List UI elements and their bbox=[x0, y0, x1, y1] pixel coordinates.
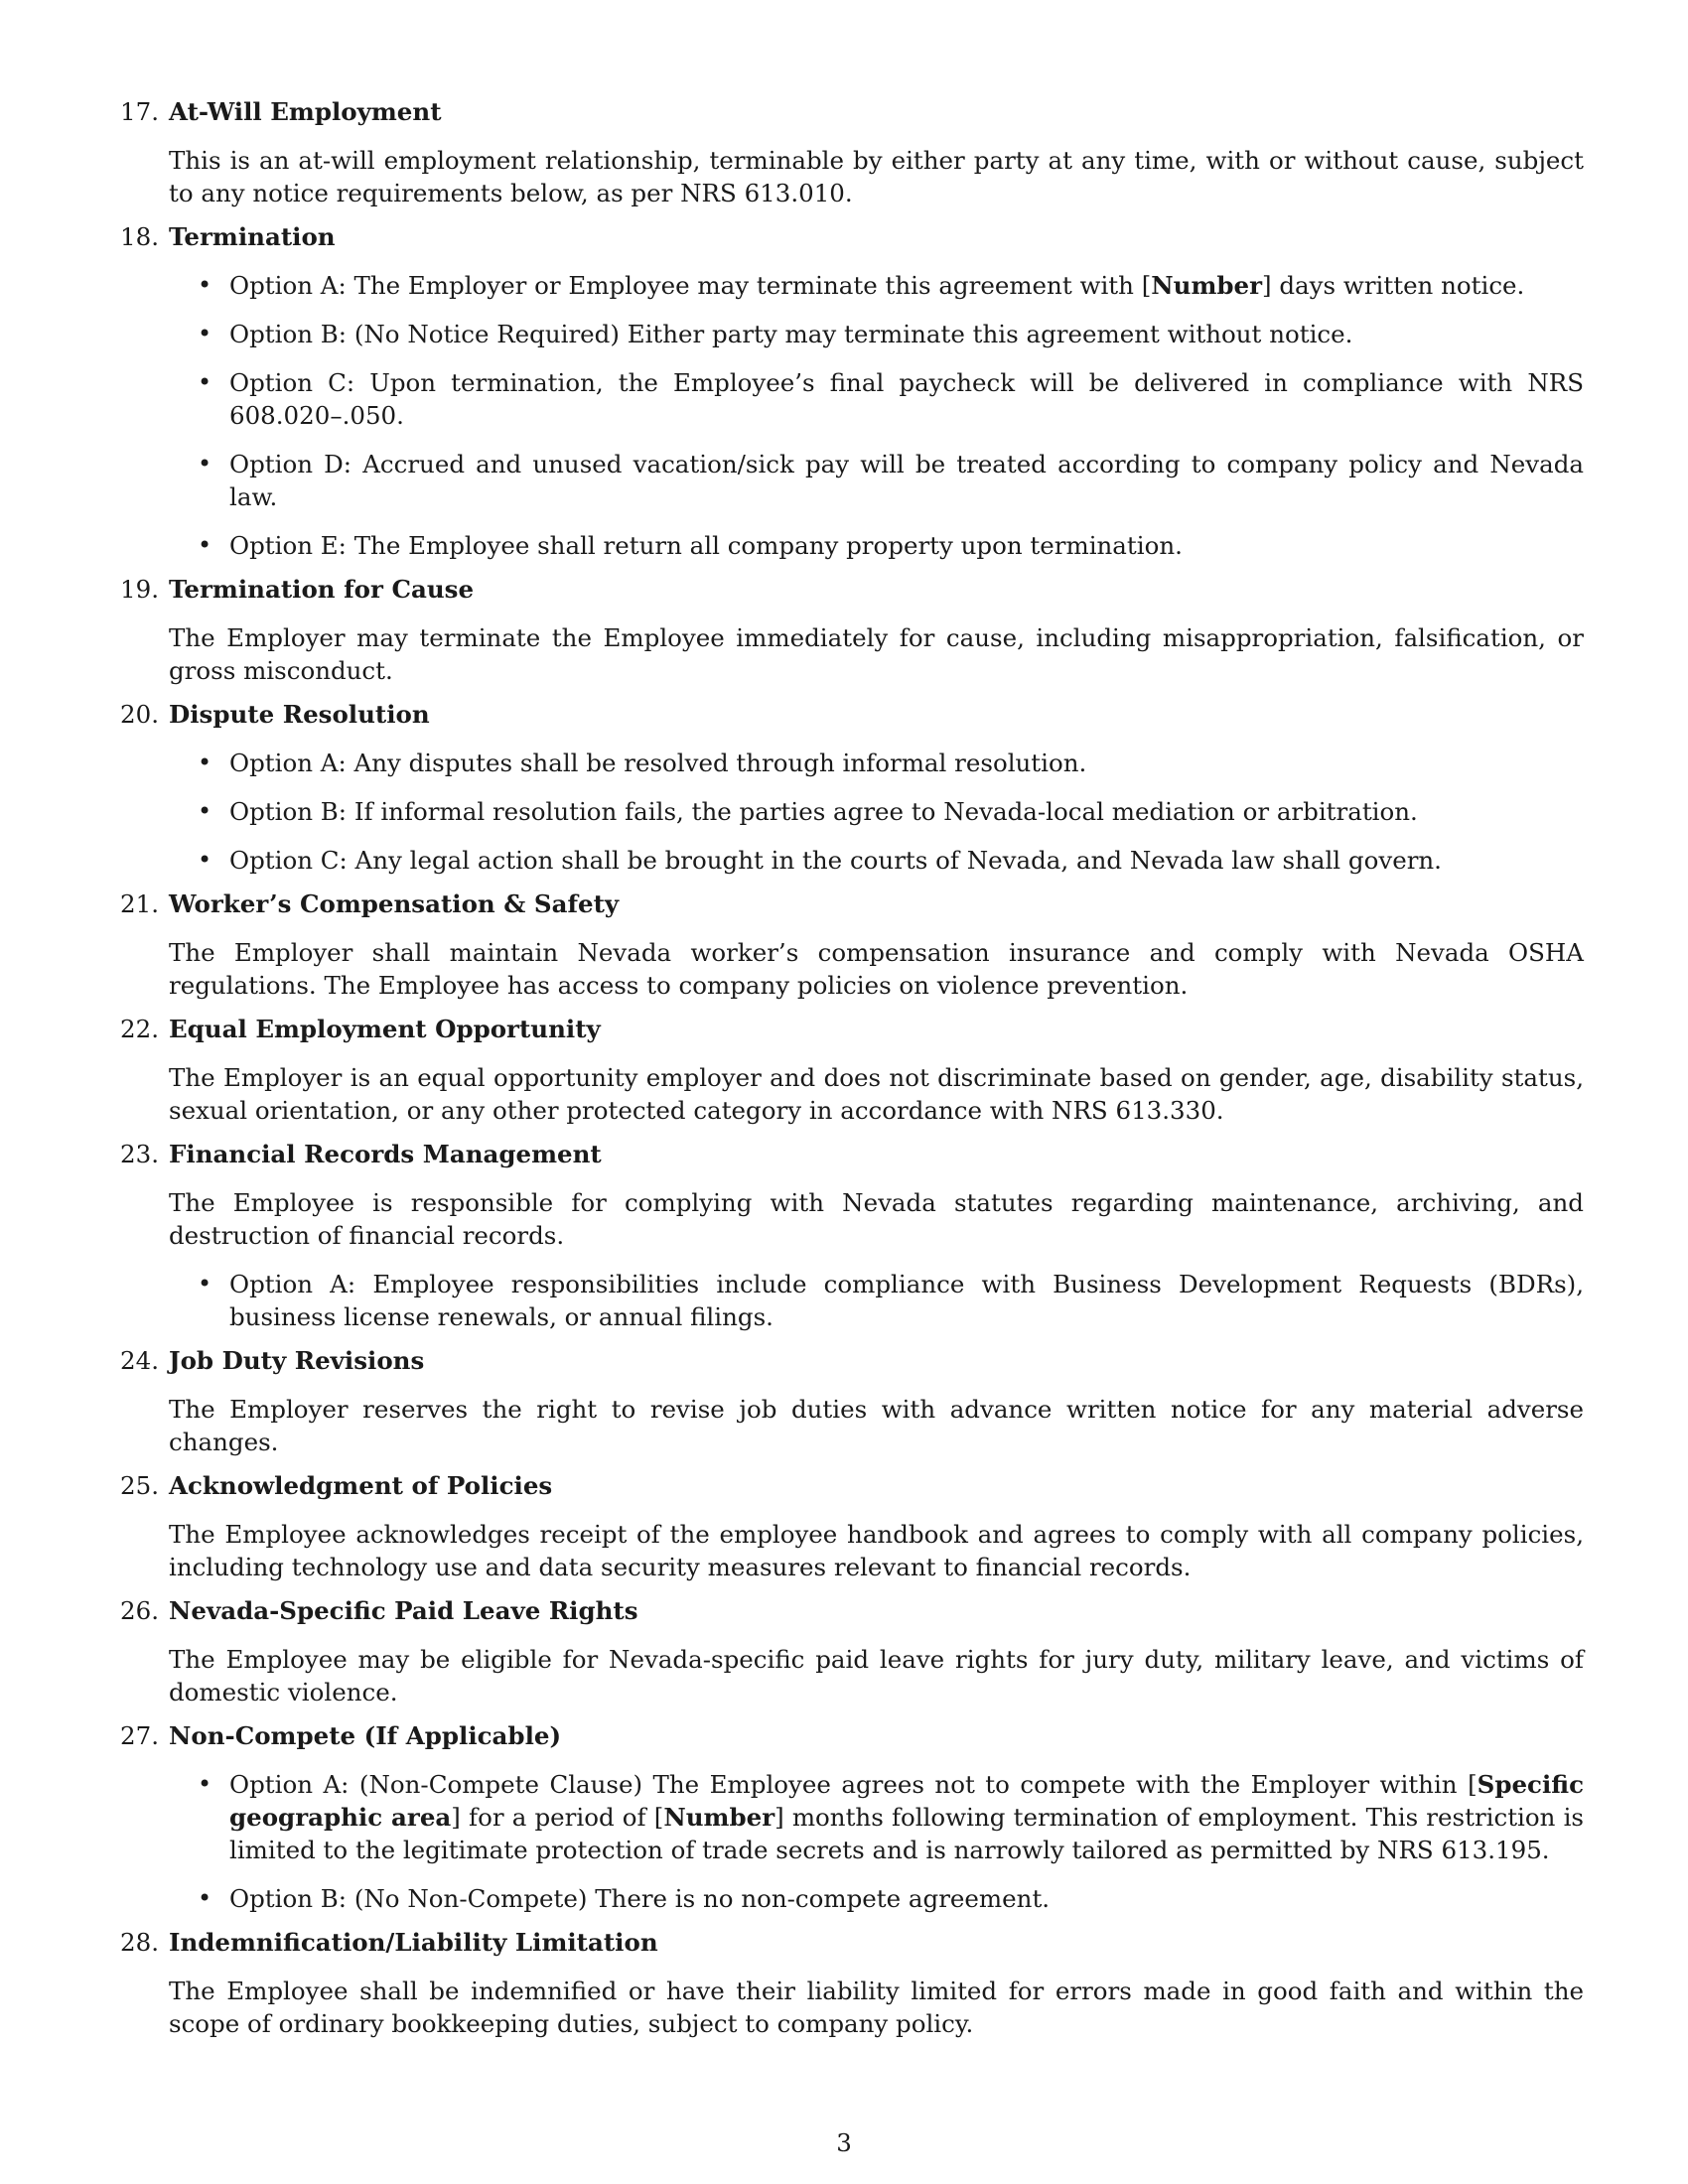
option-text: Option B: (No Notice Required) Either party may terminate this agreement without notice. bbox=[229, 320, 1353, 348]
section-title: Job Duty Revisions bbox=[169, 1346, 425, 1375]
bullet-icon: • bbox=[198, 368, 212, 396]
section-26 bbox=[114, 1594, 1584, 1708]
option-item bbox=[169, 795, 1584, 828]
section-number: 20. bbox=[120, 700, 159, 729]
option-text: Option D: Accrued and unused vacation/sick pay will be treated according to company policy and Nevada law. bbox=[229, 450, 1584, 511]
section-27 bbox=[114, 1719, 1584, 1915]
section-paragraph: The Employee shall be indemnified or have their liability limited for errors made in good faith and within the scope of ordinary bookkeeping duties, subject to company policy. bbox=[169, 1977, 1584, 2038]
option-item bbox=[169, 448, 1584, 513]
section-paragraph: This is an at-will employment relationship, terminable by either party at any time, with or without cause, subject to any notice requirements below, as per NRS 613.010. bbox=[169, 146, 1584, 207]
option-text: ] for a period of [ bbox=[451, 1803, 664, 1832]
section-title: Nevada-Specific Paid Leave Rights bbox=[169, 1596, 638, 1625]
section-24 bbox=[114, 1344, 1584, 1458]
placeholder-field: Number bbox=[1151, 271, 1263, 300]
section-number: 24. bbox=[120, 1346, 159, 1375]
section-title: Worker’s Compensation & Safety bbox=[169, 889, 620, 918]
section-number: 22. bbox=[120, 1015, 159, 1043]
section-paragraph: The Employer may terminate the Employee immediately for cause, including misappropriation, falsification, or gross misconduct. bbox=[169, 623, 1584, 685]
bullet-icon: • bbox=[198, 1270, 212, 1297]
section-number: 17. bbox=[120, 97, 159, 126]
section-title: Termination bbox=[169, 222, 336, 251]
bullet-icon: • bbox=[198, 450, 212, 478]
option-item bbox=[169, 844, 1584, 877]
option-text: ] months following termination of employment. This restriction is limited to the legitimate protection of trade secrets and is narrowly tailored as permitted by NRS 613.195. bbox=[229, 1803, 1584, 1864]
option-text: Option C: Any legal action shall be brought in the courts of Nevada, and Nevada law shall govern. bbox=[229, 846, 1442, 875]
option-text: Option A: Any disputes shall be resolved through informal resolution. bbox=[229, 749, 1087, 777]
bullet-icon: • bbox=[198, 846, 212, 874]
section-paragraph: The Employee is responsible for complying with Nevada statutes regarding maintenance, archiving, and destruction of financial records. bbox=[169, 1188, 1584, 1250]
section-title: At-Will Employment bbox=[169, 97, 442, 126]
option-item bbox=[169, 1768, 1584, 1866]
bullet-icon: • bbox=[198, 1770, 212, 1798]
section-17 bbox=[114, 95, 1584, 209]
option-text: Option B: (No Non-Compete) There is no non-compete agreement. bbox=[229, 1884, 1051, 1913]
section-number: 18. bbox=[120, 222, 159, 251]
section-list bbox=[114, 95, 1584, 2051]
option-item bbox=[169, 1268, 1584, 1333]
bullet-icon: • bbox=[198, 749, 212, 776]
placeholder-field: Number bbox=[663, 1803, 775, 1832]
section-number: 27. bbox=[120, 1721, 159, 1750]
section-25 bbox=[114, 1469, 1584, 1583]
section-title: Non-Compete (If Applicable) bbox=[169, 1721, 562, 1750]
section-paragraph: The Employee acknowledges receipt of the employee handbook and agrees to comply with all company policies, including technology use and data security measures relevant to financial records. bbox=[169, 1520, 1584, 1581]
section-title: Financial Records Management bbox=[169, 1140, 602, 1168]
option-item bbox=[169, 269, 1584, 302]
section-number: 28. bbox=[120, 1928, 159, 1957]
bullet-icon: • bbox=[198, 320, 212, 347]
bullet-icon: • bbox=[198, 797, 212, 825]
section-paragraph: The Employee may be eligible for Nevada-specific paid leave rights for jury duty, military leave, and victims of domestic violence. bbox=[169, 1645, 1584, 1706]
section-number: 23. bbox=[120, 1140, 159, 1168]
option-list bbox=[169, 1268, 1584, 1333]
option-text: Option E: The Employee shall return all company property upon termination. bbox=[229, 531, 1183, 560]
section-paragraph: The Employer is an equal opportunity employer and does not discriminate based on gender, age, disability status, sexual orientation, or any other protected category in accordance with NRS 613.330. bbox=[169, 1063, 1584, 1125]
section-20 bbox=[114, 698, 1584, 877]
section-21 bbox=[114, 887, 1584, 1002]
section-title: Equal Employment Opportunity bbox=[169, 1015, 601, 1043]
bullet-icon: • bbox=[198, 1884, 212, 1912]
bullet-icon: • bbox=[198, 531, 212, 559]
section-number: 19. bbox=[120, 575, 159, 604]
option-text: ] days written notice. bbox=[1262, 271, 1525, 300]
placeholder-field: Specific geographic area bbox=[229, 1770, 1584, 1832]
section-23 bbox=[114, 1138, 1584, 1333]
option-text: Option A: The Employer or Employee may terminate this agreement with [ bbox=[229, 271, 1152, 300]
section-18 bbox=[114, 220, 1584, 562]
option-text: Option C: Upon termination, the Employee’s final paycheck will be delivered in compliance with NRS 608.020–.050. bbox=[229, 368, 1584, 430]
bullet-icon: • bbox=[198, 271, 212, 299]
option-list bbox=[169, 1768, 1584, 1915]
section-paragraph: The Employer shall maintain Nevada worker’s compensation insurance and comply with Nevada OSHA regulations. The Employee has access to company policies on violence prevention. bbox=[169, 938, 1584, 1000]
option-list bbox=[169, 747, 1584, 877]
section-title: Dispute Resolution bbox=[169, 700, 430, 729]
option-list bbox=[169, 269, 1584, 562]
section-22 bbox=[114, 1013, 1584, 1127]
section-title: Indemnification/Liability Limitation bbox=[169, 1928, 658, 1957]
page-number: 3 bbox=[836, 2128, 852, 2157]
section-number: 25. bbox=[120, 1471, 159, 1500]
option-text: Option B: If informal resolution fails, the parties agree to Nevada-local mediation or arbitration. bbox=[229, 797, 1418, 826]
section-title: Termination for Cause bbox=[169, 575, 475, 604]
option-item bbox=[169, 366, 1584, 432]
option-item bbox=[169, 529, 1584, 562]
section-28 bbox=[114, 1926, 1584, 2040]
option-text: Option A: Employee responsibilities include compliance with Business Development Requests (BDRs), business license renewals, or annual filings. bbox=[229, 1270, 1584, 1331]
option-item bbox=[169, 318, 1584, 350]
section-number: 21. bbox=[120, 889, 159, 918]
option-item bbox=[169, 1882, 1584, 1915]
section-paragraph: The Employer reserves the right to revise job duties with advance written notice for any material adverse changes. bbox=[169, 1395, 1584, 1456]
option-item bbox=[169, 747, 1584, 779]
option-text: Option A: (Non-Compete Clause) The Employee agrees not to compete with the Employer within [ bbox=[229, 1770, 1477, 1799]
section-19 bbox=[114, 573, 1584, 687]
section-title: Acknowledgment of Policies bbox=[169, 1471, 553, 1500]
section-number: 26. bbox=[120, 1596, 159, 1625]
